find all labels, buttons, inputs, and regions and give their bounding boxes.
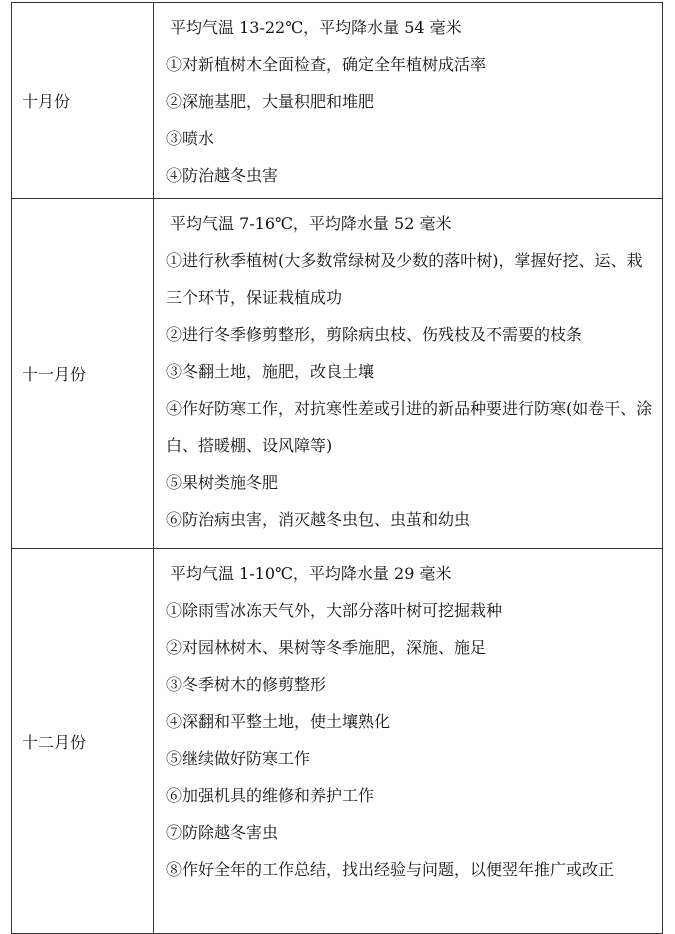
task-item: ①进行秋季植树(大多数常绿树及少数的落叶树)，掌握好挖、运、栽三个环节，保证栽植成功 [166,251,643,307]
climate-summary: 平均气温 1-10℃，平均降水量 29 毫米 [170,564,452,583]
task-item: ③喷水 [166,129,215,148]
climate-summary: 平均气温 13-22℃，平均降水量 54 毫米 [170,18,462,37]
table-row-december [12,549,663,934]
task-item: ⑦防除越冬害虫 [166,823,279,842]
climate-summary: 平均气温 7-16℃，平均降水量 52 毫米 [170,214,452,233]
task-item: ①对新植树木全面检查，确定全年植树成活率 [166,55,487,74]
task-item: ③冬季树木的修剪整形 [166,675,327,694]
task-item: ③冬翻土地，施肥，改良土壤 [166,362,375,381]
task-item: ④深翻和平整土地，使土壤熟化 [166,712,391,731]
table-row-november [12,199,663,549]
monthly-maintenance-table [11,2,663,934]
month-cell: 十月份 [12,3,154,199]
task-item: ②对园林树木、果树等冬季施肥，深施、施足 [166,638,487,657]
task-item: ④作好防寒工作，对抗寒性差或引进的新品种要进行防寒(如卷干、涂白、搭暖棚、设风障等) [166,399,653,455]
task-item: ⑤果树类施冬肥 [166,473,279,492]
task-item: ①除雨雪冰冻天气外，大部分落叶树可挖掘栽种 [166,601,503,620]
tasks-cell [154,3,663,199]
tasks-cell [154,549,663,934]
task-item: ⑧作好全年的工作总结，找出经验与问题，以便翌年推广或改正 [166,860,615,879]
task-item: ⑤继续做好防寒工作 [166,749,311,768]
task-item: ②进行冬季修剪整形，剪除病虫枝、伤残枝及不需要的枝条 [166,325,583,344]
task-item: ④防治越冬虫害 [166,166,279,185]
tasks-cell [154,199,663,549]
task-item: ②深施基肥，大量积肥和堆肥 [166,92,375,111]
task-item: ⑥加强机具的维修和养护工作 [166,786,375,805]
month-cell: 十二月份 [12,549,154,934]
month-cell: 十一月份 [12,199,154,549]
task-item: ⑥防治病虫害，消灭越冬虫包、虫茧和幼虫 [166,510,471,529]
table-row-october [12,3,663,199]
